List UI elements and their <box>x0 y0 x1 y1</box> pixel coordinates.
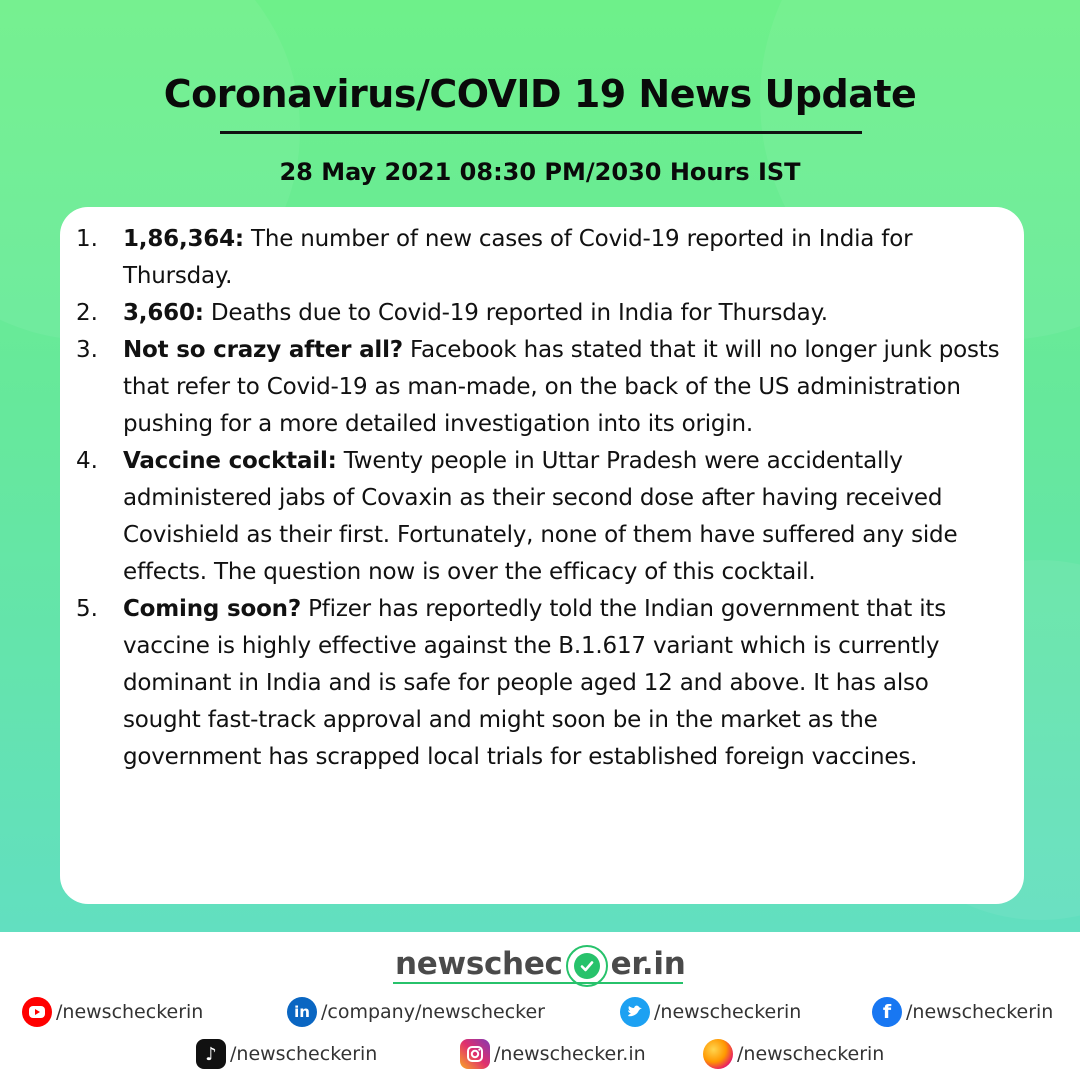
item-number: 4. <box>76 448 98 474</box>
youtube-icon <box>22 997 52 1027</box>
linkedin-link[interactable] <box>287 996 545 1028</box>
youtube-handle: /newscheckerin <box>56 1001 204 1023</box>
item-text: Twenty people in Uttar Pradesh were accidentally administered jabs of Covaxin as their second dose after having received Covishield as their first. Fortunately, none of them have suffered any side effects. The question now is over the efficacy of this cocktail. <box>123 448 958 585</box>
twitter-icon <box>620 997 650 1027</box>
twitter-link[interactable] <box>620 996 801 1028</box>
item-number: 1. <box>76 226 98 252</box>
logo-underline <box>393 982 683 984</box>
instagram-link[interactable] <box>460 1038 646 1070</box>
linkedin-handle: /company/newschecker <box>321 1001 545 1023</box>
koo-link[interactable] <box>703 1038 884 1070</box>
item-number: 5. <box>76 596 98 622</box>
tiktok-icon: ♪ <box>196 1039 226 1069</box>
list-item <box>60 221 1024 295</box>
news-list <box>60 221 1024 776</box>
item-lead: Vaccine cocktail: <box>123 448 337 474</box>
item-text: Facebook has stated that it will no longer junk posts that refer to Covid-19 as man-made, on the back of the US administration pushing for a more detailed investigation into its origin. <box>123 337 1000 437</box>
logo-text-right: er.in <box>610 946 686 982</box>
list-item <box>60 443 1024 591</box>
title-underline <box>220 131 862 134</box>
item-lead: 3,660: <box>123 300 204 326</box>
news-card <box>60 207 1024 904</box>
item-lead: Not so crazy after all? <box>123 337 403 363</box>
logo-text-left: newschec <box>395 946 563 982</box>
item-number: 2. <box>76 300 98 326</box>
list-item <box>60 295 1024 332</box>
facebook-icon: f <box>872 997 902 1027</box>
list-item <box>60 591 1024 776</box>
item-text: Deaths due to Covid-19 reported in India for Thursday. <box>203 300 828 326</box>
newschecker-logo[interactable] <box>395 942 686 986</box>
instagram-handle: /newschecker.in <box>494 1043 646 1065</box>
item-text: Pfizer has reportedly told the Indian government that its vaccine is highly effective against the B.1.617 variant which is currently dominant in India and is safe for people aged 12 and above. It has also sought fast-track approval and might soon be in the market as the government has scrapped local trials for established foreign vaccines. <box>123 596 947 770</box>
youtube-link[interactable] <box>22 996 203 1028</box>
item-lead: 1,86,364: <box>123 226 244 252</box>
koo-handle: /newscheckerin <box>737 1043 885 1065</box>
instagram-icon <box>460 1039 490 1069</box>
koo-icon <box>703 1039 733 1069</box>
facebook-link[interactable] <box>872 996 1053 1028</box>
facebook-handle: /newscheckerin <box>906 1001 1054 1023</box>
list-item <box>60 332 1024 443</box>
tiktok-handle: /newscheckerin <box>230 1043 378 1065</box>
twitter-handle: /newscheckerin <box>654 1001 802 1023</box>
item-lead: Coming soon? <box>123 596 301 622</box>
tiktok-link[interactable] <box>196 1038 377 1070</box>
checkmark-badge-icon <box>566 945 608 987</box>
item-text: The number of new cases of Covid-19 reported in India for Thursday. <box>123 226 913 289</box>
item-number: 3. <box>76 337 98 363</box>
update-datetime: 28 May 2021 08:30 PM/2030 Hours IST <box>279 158 801 186</box>
linkedin-icon: in <box>287 997 317 1027</box>
page-title: Coronavirus/COVID 19 News Update <box>163 72 917 116</box>
